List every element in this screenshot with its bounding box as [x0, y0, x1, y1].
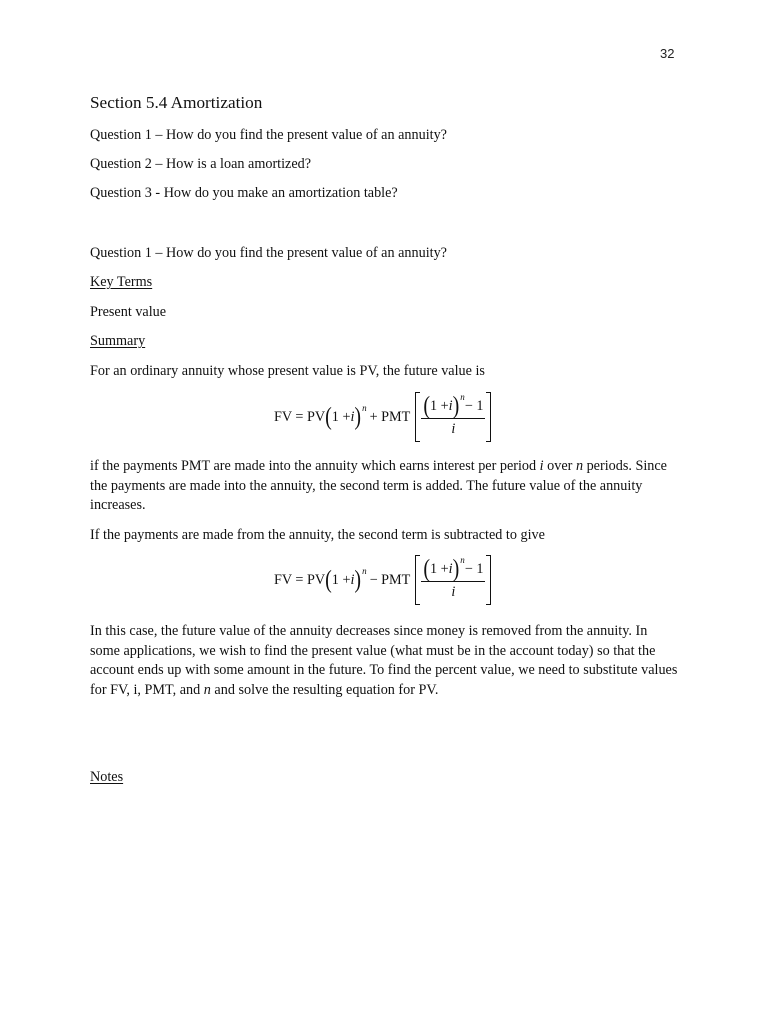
key-term-present-value: Present value: [90, 304, 167, 320]
notes-label: Notes: [90, 769, 124, 785]
formula-fraction: ( 1 + i ) n − 1 i: [423, 392, 484, 437]
formula-operator: + PMT: [369, 408, 411, 425]
question-1: Question 1 – How do you find the present value of an annuity?: [90, 127, 447, 143]
question-3: Question 3 - How do you make an amortization table?: [90, 185, 398, 201]
paragraph-payments-into: if the payments PMT are made into the annuity which earns interest per period i over n periods. Since the payments are made into the annuity, the second term is added. The future value of the annuity increases.: [90, 458, 667, 513]
paragraph-payments-from: If the payments are made from the annuity, the second term is subtracted to give: [90, 527, 545, 543]
key-terms-label: Key Terms: [90, 274, 153, 290]
page-number: 32: [660, 46, 675, 61]
question-2: Question 2 – How is a loan amortized?: [90, 156, 312, 172]
question-heading: Question 1 – How do you find the present value of an annuity?: [90, 245, 447, 261]
formula-bracket: [415, 555, 491, 605]
paragraph-decreases: In this case, the future value of the annuity decreases since money is removed from the annuity. In some applications, we wish to find the present value (what must be in the account today) so that the account ends up with some amount in the future. To find the percent value, we need to substitute values for FV, i, PMT, and n and solve the resulting equation for PV.: [90, 623, 678, 698]
summary-label: Summary: [90, 333, 146, 349]
intro-text: For an ordinary annuity whose present value is PV, the future value is: [90, 363, 485, 379]
formula-future-value-subtracted: FV = PV ( 1 + i ) n − PMT ( 1 + i ) n − 1 i: [274, 555, 491, 605]
formula-future-value-added: FV = PV ( 1 + i ) n + PMT ( 1 + i ) n − 1 i: [274, 392, 491, 442]
formula-fraction: ( 1 + i ) n − 1 i: [423, 555, 484, 600]
formula-lhs: FV = PV: [274, 571, 326, 588]
section-title: Section 5.4 Amortization: [90, 93, 263, 112]
formula-operator: − PMT: [369, 571, 411, 588]
formula-lhs: FV = PV: [274, 408, 326, 425]
formula-bracket: [415, 392, 491, 442]
